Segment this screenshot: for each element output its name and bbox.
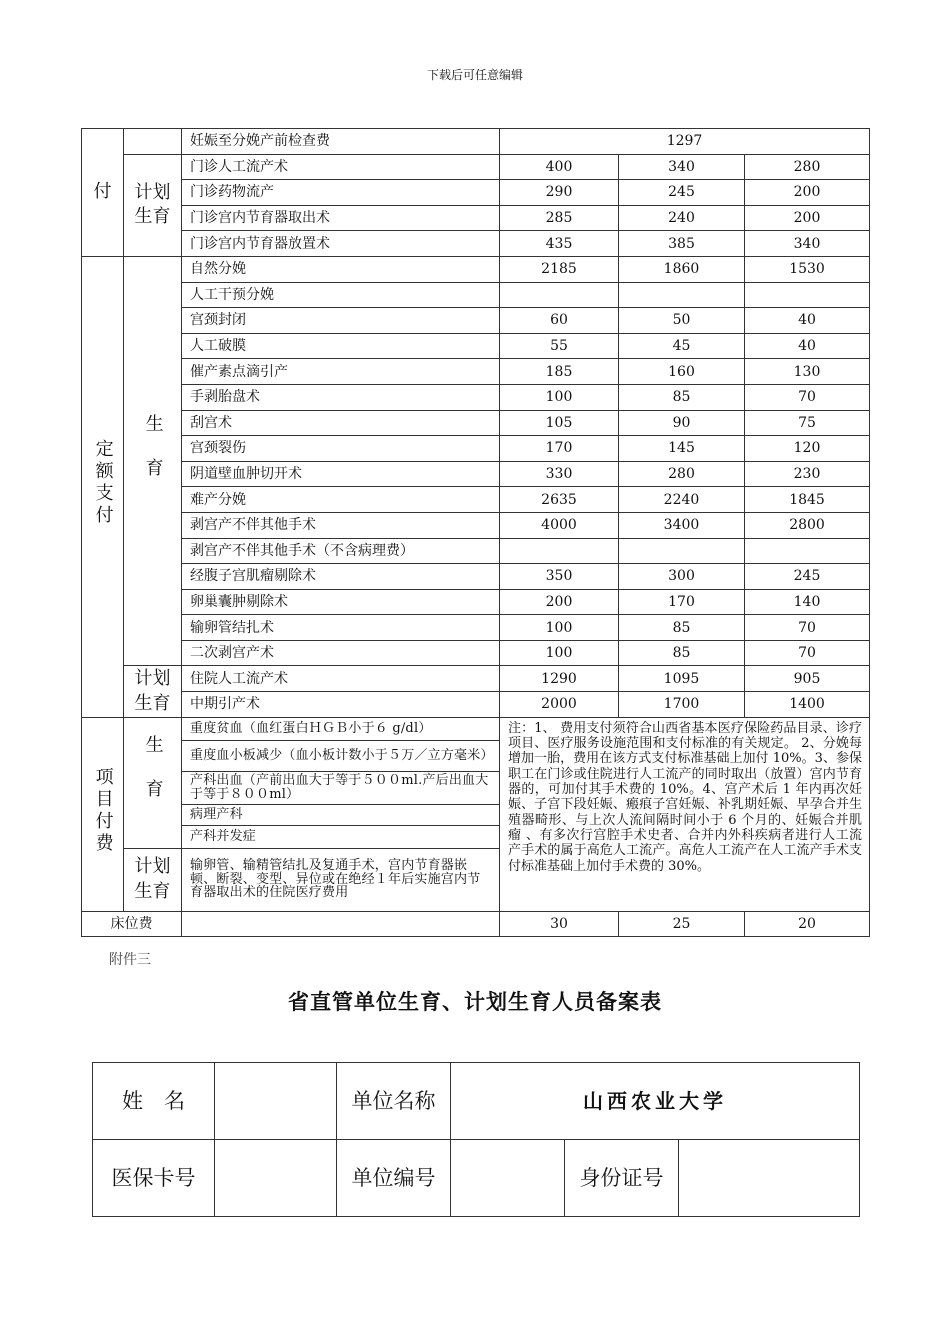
insurance-card-field[interactable] bbox=[215, 1140, 337, 1217]
item-name: 手剥胎盘术 bbox=[182, 384, 500, 410]
value-c: 280 bbox=[745, 154, 870, 180]
value-c: 40 bbox=[745, 308, 870, 334]
sub-birth bbox=[124, 717, 182, 848]
item-name: 剥宫产不伴其他手术 bbox=[182, 512, 500, 538]
registration-form-table bbox=[92, 1062, 860, 1217]
row-birth bbox=[82, 436, 870, 462]
row-bed-fee bbox=[82, 911, 870, 937]
category-label: 项目付费 bbox=[92, 766, 114, 855]
item-name: 催产素点滴引产 bbox=[182, 359, 500, 385]
value-b: 1860 bbox=[619, 256, 745, 282]
item-name: 卵巢囊肿剔除术 bbox=[182, 589, 500, 615]
sub-family-planning bbox=[124, 154, 182, 256]
item-name: 剥宫产不伴其他手术（不含病理费） bbox=[182, 538, 500, 564]
value-a: 2000 bbox=[500, 692, 619, 718]
value-a: 185 bbox=[500, 359, 619, 385]
name-field[interactable] bbox=[215, 1063, 337, 1140]
fee-standard-table bbox=[81, 128, 870, 937]
value-a: 200 bbox=[500, 589, 619, 615]
unit-name-label: 单位名称 bbox=[337, 1063, 451, 1140]
value-a: 55 bbox=[500, 333, 619, 359]
value-b: 25 bbox=[619, 911, 745, 937]
value-a: 400 bbox=[500, 154, 619, 180]
row-birth bbox=[82, 512, 870, 538]
value-a: 2635 bbox=[500, 487, 619, 513]
value-a bbox=[500, 538, 619, 564]
value-c: 130 bbox=[745, 359, 870, 385]
item-name: 经腹子宫肌瘤剔除术 bbox=[182, 564, 500, 590]
blank-sub-cell bbox=[124, 129, 182, 155]
sub-label: 计划生育 bbox=[134, 181, 171, 228]
item-name: 门诊宫内节育器取出术 bbox=[182, 205, 500, 231]
value-c: 70 bbox=[745, 640, 870, 666]
value-b: 50 bbox=[619, 308, 745, 334]
item-name: 产科出血（产前出血大于等于５００ml.产后出血大于等于８００ml） bbox=[182, 771, 500, 804]
sub-label: 计划生育 bbox=[134, 668, 171, 714]
row-outpatient bbox=[82, 154, 870, 180]
value-a: 330 bbox=[500, 461, 619, 487]
value-c: 120 bbox=[745, 436, 870, 462]
value-b: 245 bbox=[619, 180, 745, 206]
sub-birth bbox=[124, 256, 182, 666]
row-outpatient bbox=[82, 231, 870, 257]
value-a: 100 bbox=[500, 384, 619, 410]
value-b: 85 bbox=[619, 640, 745, 666]
item-name: 宫颈封闭 bbox=[182, 308, 500, 334]
item-name: 病理产科 bbox=[182, 804, 500, 825]
form-row-2 bbox=[93, 1140, 860, 1217]
row-prenatal bbox=[82, 129, 870, 155]
row-birth bbox=[82, 615, 870, 641]
value-b bbox=[619, 538, 745, 564]
item-name: 妊娠至分娩产前检查费 bbox=[182, 129, 500, 155]
sub-label: 计划生育 bbox=[134, 856, 171, 902]
value-a: 2185 bbox=[500, 256, 619, 282]
item-name: 重度血小板减少（血小板计数小于５万／立方毫米） bbox=[182, 740, 500, 771]
value-a: 1290 bbox=[500, 666, 619, 692]
value-b: 280 bbox=[619, 461, 745, 487]
value-a: 290 bbox=[500, 180, 619, 206]
name-label: 姓 名 bbox=[93, 1063, 215, 1140]
value-c: 340 bbox=[745, 231, 870, 257]
value-c: 75 bbox=[745, 410, 870, 436]
value-a: 350 bbox=[500, 564, 619, 590]
item-name: 输卵管结扎术 bbox=[182, 615, 500, 641]
item-name: 中期引产术 bbox=[182, 692, 500, 718]
value-a: 4000 bbox=[500, 512, 619, 538]
value-b: 85 bbox=[619, 384, 745, 410]
item-name: 门诊药物流产 bbox=[182, 180, 500, 206]
item-name: 住院人工流产术 bbox=[182, 666, 500, 692]
attachment-label: 附件三 bbox=[109, 952, 151, 968]
row-inpatient bbox=[82, 666, 870, 692]
value-c: 40 bbox=[745, 333, 870, 359]
row-birth bbox=[82, 282, 870, 308]
item-name: 产科并发症 bbox=[182, 825, 500, 848]
unit-number-field[interactable] bbox=[451, 1140, 565, 1217]
value-c: 70 bbox=[745, 615, 870, 641]
blank-cell bbox=[182, 911, 500, 937]
item-name: 阴道壁血肿切开术 bbox=[182, 461, 500, 487]
category-item-payment bbox=[82, 717, 124, 911]
row-item-birth bbox=[82, 717, 870, 740]
insurance-card-label: 医保卡号 bbox=[93, 1140, 215, 1217]
row-birth bbox=[82, 410, 870, 436]
sub-family-planning bbox=[124, 848, 182, 911]
value-b: 170 bbox=[619, 589, 745, 615]
value-b: 90 bbox=[619, 410, 745, 436]
form-title: 省直管单位生育、计划生育人员备案表 bbox=[288, 990, 662, 1014]
value-b: 3400 bbox=[619, 512, 745, 538]
row-birth bbox=[82, 538, 870, 564]
value-c bbox=[745, 538, 870, 564]
row-birth bbox=[82, 359, 870, 385]
value-a: 100 bbox=[500, 615, 619, 641]
value-c: 1530 bbox=[745, 256, 870, 282]
category-label: 定额支付 bbox=[92, 439, 114, 528]
unit-name-field[interactable]: 山西农业大学 bbox=[451, 1063, 860, 1140]
value-b: 2240 bbox=[619, 487, 745, 513]
value-c: 905 bbox=[745, 666, 870, 692]
item-name: 门诊人工流产术 bbox=[182, 154, 500, 180]
id-number-field[interactable] bbox=[679, 1140, 860, 1217]
form-row-1 bbox=[93, 1063, 860, 1140]
header-note: 下载后可任意编辑 bbox=[426, 68, 523, 82]
row-birth bbox=[82, 461, 870, 487]
value-c: 70 bbox=[745, 384, 870, 410]
value-a: 435 bbox=[500, 231, 619, 257]
item-name: 难产分娩 bbox=[182, 487, 500, 513]
value-c: 2800 bbox=[745, 512, 870, 538]
value-b: 160 bbox=[619, 359, 745, 385]
value-c: 1845 bbox=[745, 487, 870, 513]
row-birth bbox=[82, 384, 870, 410]
row-birth bbox=[82, 333, 870, 359]
value-c bbox=[745, 282, 870, 308]
value-c: 230 bbox=[745, 461, 870, 487]
value-b: 340 bbox=[619, 154, 745, 180]
value-c: 20 bbox=[745, 911, 870, 937]
row-birth bbox=[82, 589, 870, 615]
value-b: 240 bbox=[619, 205, 745, 231]
value-a: 170 bbox=[500, 436, 619, 462]
value-a: 30 bbox=[500, 911, 619, 937]
unit-number-label: 单位编号 bbox=[337, 1140, 451, 1217]
value-c: 140 bbox=[745, 589, 870, 615]
value-a: 60 bbox=[500, 308, 619, 334]
value-a: 285 bbox=[500, 205, 619, 231]
value-a: 100 bbox=[500, 640, 619, 666]
category-fu: 付 bbox=[82, 129, 124, 257]
value-total: 1297 bbox=[500, 129, 870, 155]
value-b: 385 bbox=[619, 231, 745, 257]
sub-label: 生育 bbox=[142, 735, 164, 823]
value-a: 105 bbox=[500, 410, 619, 436]
value-b: 1700 bbox=[619, 692, 745, 718]
value-b: 1095 bbox=[619, 666, 745, 692]
value-c: 200 bbox=[745, 205, 870, 231]
row-birth bbox=[82, 640, 870, 666]
value-b: 85 bbox=[619, 615, 745, 641]
row-outpatient bbox=[82, 205, 870, 231]
row-inpatient bbox=[82, 692, 870, 718]
bed-fee-label: 床位费 bbox=[82, 911, 182, 937]
row-birth bbox=[82, 487, 870, 513]
item-name: 重度贫血（血红蛋白ＨＧＢ小于６ g/dl） bbox=[182, 717, 500, 740]
item-name: 人工干预分娩 bbox=[182, 282, 500, 308]
value-c: 245 bbox=[745, 564, 870, 590]
id-number-label: 身份证号 bbox=[565, 1140, 679, 1217]
item-name: 门诊宫内节育器放置术 bbox=[182, 231, 500, 257]
value-c: 200 bbox=[745, 180, 870, 206]
sub-family-planning bbox=[124, 666, 182, 717]
row-birth bbox=[82, 564, 870, 590]
item-name: 自然分娩 bbox=[182, 256, 500, 282]
item-name: 宫颈裂伤 bbox=[182, 436, 500, 462]
item-name: 刮宫术 bbox=[182, 410, 500, 436]
sub-label: 生育 bbox=[142, 413, 164, 502]
value-a bbox=[500, 282, 619, 308]
value-c: 1400 bbox=[745, 692, 870, 718]
row-birth bbox=[82, 256, 870, 282]
item-name: 输卵管、输精管结扎及复通手术，宫内节育器嵌顿、断裂、变型、异位或在绝经１年后实施宫内节育器取出术的住院医疗费用 bbox=[182, 848, 500, 911]
notes-cell: 注：1、 费用支付须符合山西省基本医疗保险药品目录、诊疗项目、医疗服务设施范围和支付标准的有关规定。 2、分娩每增加一胎，费用在该方式支付标准基础上加付 10%。3、参保职工在门诊或住院进行人工流产的同时取出（放置）宫内节育器的，可加付其手术费的 10%。4、宫产术后 1 年内再次妊娠、子宫下段妊娠、瘢痕子宫妊娠、补乳期妊娠、早孕合并生殖器畸形、与上次人流间隔时间小于 6 个月的、妊娠合并肌瘤 、有多次行宫腔手术史者、合并内外科疾病者进行人工流产手术的属于高危人工流产。高危人工流产在人工流产手术支付标准基础上加付手术费的 30%。 bbox=[500, 717, 870, 911]
value-b: 45 bbox=[619, 333, 745, 359]
value-b: 145 bbox=[619, 436, 745, 462]
row-birth bbox=[82, 308, 870, 334]
category-quota-payment bbox=[82, 256, 124, 717]
value-b bbox=[619, 282, 745, 308]
value-b: 300 bbox=[619, 564, 745, 590]
row-outpatient bbox=[82, 180, 870, 206]
item-name: 二次剥宫产术 bbox=[182, 640, 500, 666]
item-name: 人工破膜 bbox=[182, 333, 500, 359]
